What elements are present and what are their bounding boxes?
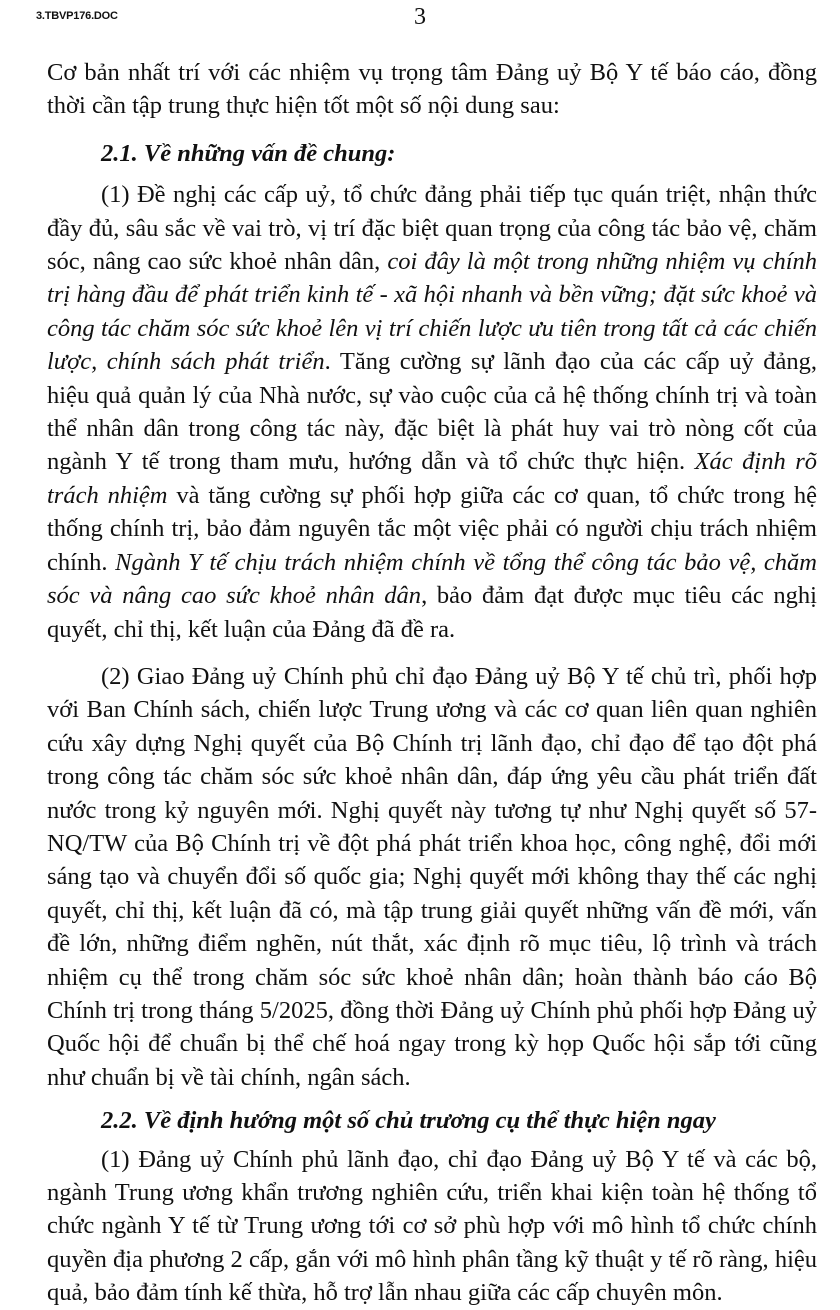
section-heading-2-2: 2.2. Về định hướng một số chủ trương cụ thể thực hiện ngay — [101, 1107, 716, 1135]
italic-run: coi đây là một trong những nhiệm vụ chính trị hàng đầu để phát triển kinh tế - xã hội nhanh và bền vững; đặt sức khoẻ và công tác chăm sóc sức khoẻ lên vị trí chiến lược ưu tiên trong tất cả các chiến lược, chính sách phát triển — [47, 248, 817, 376]
section-heading-2-1: 2.1. Về những vấn đề chung: — [101, 139, 396, 167]
document-body — [47, 56, 817, 1310]
text-run: và tăng cường sự phối hợp giữa các cơ quan, tổ chức trong hệ thống chính trị, bảo đảm nguyên tắc một việc phải có người chịu trách nhiệm chính. — [47, 481, 818, 576]
paragraph-2-1-item-2: (2) Giao Đảng uỷ Chính phủ chỉ đạo Đảng uỷ Bộ Y tế chủ trì, phối hợp với Ban Chính sách, chiến lược Trung ương và các cơ quan liên quan nghiên cứu xây dựng Nghị quyết của Bộ Chính trị lãnh đạo, chỉ đạo để tạo đột phá trong công tác chăm sóc sức khoẻ nhân dân, đáp ứng yêu cầu phát triển đất nước trong kỷ nguyên mới. Nghị quyết này tương tự như Nghị quyết số 57-NQ/TW của Bộ Chính trị về đột phá phát triển khoa học, công nghệ, đổi mới sáng tạo và chuyển đổi số quốc gia; Nghị quyết mới không thay thế các nghị quyết, chỉ thị, kết luận đã có, mà tập trung giải quyết những vấn đề mới, vấn đề lớn, những điểm nghẽn, nút thắt, xác định rõ mục tiêu, lộ trình và trách nhiệm cụ thể trong chăm sóc sức khoẻ nhân dân; hoàn thành báo cáo Bộ Chính trị trong tháng 5/2025, đồng thời Đảng uỷ Chính phủ phối hợp Đảng uỷ Quốc hội để chuẩn bị thể chế hoá ngay trong kỳ họp Quốc hội sắp tới cũng như chuẩn bị về tài chính, ngân sách. — [47, 662, 817, 1091]
italic-run: Xác định rõ trách nhiệm — [47, 448, 817, 509]
italic-run: Ngành Y tế chịu trách nhiệm chính về tổng thể công tác bảo vệ, chăm sóc và nâng cao sức khoẻ nhân dân — [47, 548, 817, 610]
text-run: , bảo đảm đạt được mục tiêu các nghị quyết, chỉ thị, kết luận của Đảng đã đề ra. — [47, 582, 817, 643]
paragraph-2-1-item-1 — [47, 178, 817, 646]
paragraph-2-2-item-1: (1) Đảng uỷ Chính phủ lãnh đạo, chỉ đạo Đảng uỷ Bộ Y tế và các bộ, ngành Trung ương khẩn trương nghiên cứu, triển khai kiện toàn hệ thống tổ chức ngành Y tế từ Trung ương tới cơ sở phù hợp với mô hình tổ chức chính quyền địa phương 2 cấp, gắn với mô hình phân tầng kỹ thuật y tế rõ ràng, hiệu quả, bảo đảm tính kế thừa, hỗ trợ lẫn nhau giữa các cấp chuyên môn. — [47, 1145, 817, 1307]
text-run: . Tăng cường sự lãnh đạo của các cấp uỷ đảng, hiệu quả quản lý của Nhà nước, sự vào cuộc của cả hệ thống chính trị và toàn thể nhân dân trong công tác này, đặc biệt là phát huy vai trò nòng cốt của ngành Y tế trong tham mưu, hướng dẫn và tổ chức thực hiện. — [47, 348, 817, 476]
text-run: (1) Đề nghị các cấp uỷ, tổ chức đảng phải tiếp tục quán triệt, nhận thức đầy đủ, sâu sắc về vai trò, vị trí đặc biệt quan trọng của công tác bảo vệ, chăm sóc, nâng cao sức khoẻ nhân dân, — [47, 181, 817, 276]
intro-paragraph: Cơ bản nhất trí với các nhiệm vụ trọng tâm Đảng uỷ Bộ Y tế báo cáo, đồng thời cần tập trung thực hiện tốt một số nội dung sau: — [47, 59, 817, 120]
page-number: 3 — [414, 4, 426, 30]
document-code: 3.TBVP176.DOC — [36, 10, 118, 22]
